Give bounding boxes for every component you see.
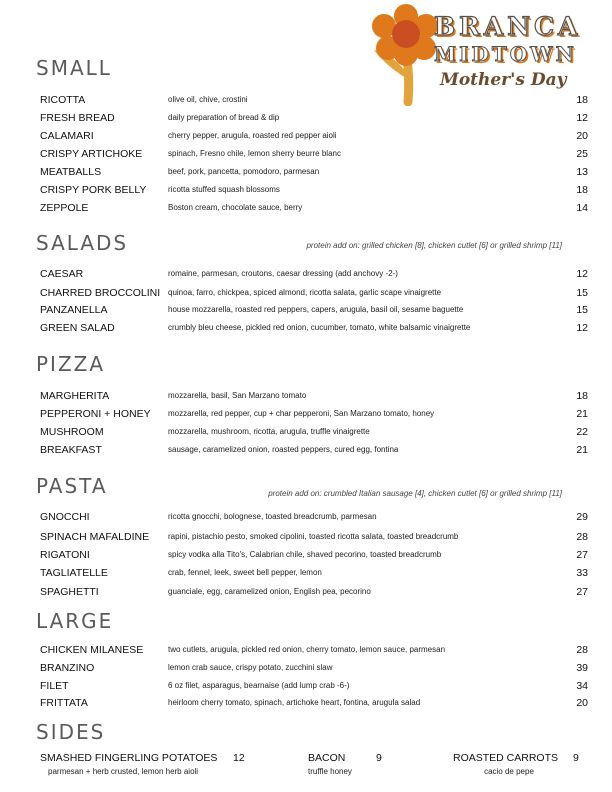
item-desc: mozzarella, basil, San Marzano tomato: [168, 391, 307, 400]
side-price: 12: [233, 752, 245, 764]
item-desc: spicy vodka alla Tito's, Calabrian chile, shaved pecorino, toasted breadcrumb: [168, 550, 442, 559]
pasta-protein-note: protein add on: crumbled Italian sausage [4], chicken cutlet [6] or grilled shrimp [11]: [268, 489, 562, 498]
menu-item: [40, 130, 588, 144]
item-name: RIGATONI: [40, 549, 90, 561]
item-name: FRESH BREAD: [40, 112, 115, 124]
section-title-small: SMALL: [36, 56, 112, 80]
menu-item: [40, 166, 588, 180]
item-desc: heirloom cherry tomato, spinach, artichoke heart, fontina, arugula salad: [168, 698, 421, 707]
item-desc: mozzarella, red pepper, cup + char pepperoni, San Marzano tomato, honey: [168, 409, 435, 418]
item-desc: house mozzarella, roasted red peppers, capers, arugula, basil oil, sesame baguette: [168, 305, 464, 314]
item-price: 20: [576, 697, 588, 709]
item-price: 18: [576, 94, 588, 106]
item-price: 20: [576, 130, 588, 142]
item-name: BREAKFAST: [40, 444, 102, 456]
item-price: 14: [576, 202, 588, 214]
item-desc: mozzarella, mushroom, ricotta, arugula, truffle vinaigrette: [168, 427, 370, 436]
section-title-pizza: PIZZA: [36, 352, 106, 376]
menu-item: [40, 511, 588, 525]
side-name: ROASTED CARROTS: [453, 752, 559, 764]
menu-item: [40, 662, 588, 676]
item-desc: guanciale, egg, caramelized onion, English pea, pecorino: [168, 587, 371, 596]
item-price: 18: [576, 184, 588, 196]
menu-item: [40, 322, 588, 336]
item-name: PANZANELLA: [40, 304, 108, 316]
item-price: 12: [576, 268, 588, 280]
item-desc: 6 oz filet, asparagus, bearnaise (add lump crab -6-): [168, 681, 350, 690]
item-name: SPINACH MAFALDINE: [40, 531, 150, 543]
menu-item: [40, 202, 588, 216]
side-desc: parmesan + herb crusted, lemon herb aioli: [48, 767, 199, 776]
menu-item: [40, 697, 588, 711]
menu-item: [40, 304, 588, 318]
item-name: BRANZINO: [40, 662, 95, 674]
item-price: 18: [576, 390, 588, 402]
side-item: [40, 752, 245, 776]
item-price: 25: [576, 148, 588, 160]
item-desc: ricotta gnocchi, bolognese, toasted breadcrumb, parmesan: [168, 512, 377, 521]
item-desc: two cutlets, arugula, pickled red onion, cherry tomato, lemon sauce, parmesan: [168, 645, 446, 654]
item-name: CALAMARI: [40, 130, 94, 142]
item-price: 15: [576, 287, 588, 299]
item-name: CAESAR: [40, 268, 84, 280]
item-name: ZEPPOLE: [40, 202, 89, 214]
item-desc: beef, pork, pancetta, pomodoro, parmesan: [168, 167, 320, 176]
section-title-pasta: PASTA: [36, 474, 108, 498]
item-name: TAGLIATELLE: [40, 567, 108, 579]
item-name: CRISPY PORK BELLY: [40, 184, 147, 196]
menu-item: [40, 549, 588, 563]
menu-item: [40, 184, 588, 198]
item-price: 21: [576, 408, 588, 420]
menu-item: [40, 680, 588, 694]
item-desc: sausage, caramelized onion, roasted peppers, cured egg, fontina: [168, 445, 399, 454]
item-desc: spinach, Fresno chile, lemon sherry beurre blanc: [168, 149, 341, 158]
item-price: 28: [576, 531, 588, 543]
item-name: CHARRED BROCCOLINI: [40, 287, 161, 299]
item-price: 21: [576, 444, 588, 456]
menu-item: [40, 268, 588, 282]
item-desc: daily preparation of bread & dip: [168, 113, 280, 122]
side-desc: cacio de pepe: [484, 767, 534, 776]
menu-item: [40, 408, 588, 422]
side-item: [300, 752, 382, 776]
item-desc: ricotta stuffed squash blossoms: [168, 185, 280, 194]
item-desc: quinoa, farro, chickpea, spiced almond, ricotta salata, garlic scape vinaigrette: [168, 288, 442, 297]
item-price: 28: [576, 644, 588, 656]
item-desc: rapini, pistachio pesto, smoked cipolini, toasted ricotta salata, toasted breadcrumb: [168, 532, 459, 541]
item-price: 12: [576, 322, 588, 334]
item-price: 27: [576, 586, 588, 598]
menu-item: [40, 567, 588, 581]
item-price: 34: [576, 680, 588, 692]
menu-item: [40, 644, 588, 658]
item-name: MARGHERITA: [40, 390, 110, 402]
item-name: GNOCCHI: [40, 511, 90, 523]
menu-item: [40, 444, 588, 458]
brand-location: MIDTOWN: [434, 42, 577, 66]
item-name: CHICKEN MILANESE: [40, 644, 144, 656]
side-name: SMASHED FINGERLING POTATOES: [40, 752, 218, 764]
item-desc: cherry pepper, arugula, roasted red pepper aioli: [168, 131, 337, 140]
item-desc: Boston cream, chocolate sauce, berry: [168, 203, 303, 212]
menu-item: [40, 586, 588, 600]
item-price: 33: [576, 567, 588, 579]
side-name: BACON: [308, 752, 346, 764]
menu-item: [40, 94, 588, 108]
item-name: SPAGHETTI: [40, 586, 99, 598]
side-desc: truffle honey: [308, 767, 352, 776]
section-title-salads: SALADS: [36, 231, 129, 255]
menu-item: [40, 112, 588, 126]
item-name: RICOTTA: [40, 94, 86, 106]
item-name: MEATBALLS: [40, 166, 102, 178]
brand-name: BRANCA: [434, 12, 582, 41]
item-price: 15: [576, 304, 588, 316]
item-name: FILET: [40, 680, 69, 692]
item-name: CRISPY ARTICHOKE: [40, 148, 143, 160]
brand-occasion: Mother's Day: [440, 70, 567, 90]
item-price: 27: [576, 549, 588, 561]
item-price: 29: [576, 511, 588, 523]
item-desc: crab, fennel, leek, sweet bell pepper, lemon: [168, 568, 322, 577]
menu-item: [40, 390, 588, 404]
item-desc: crumbly bleu cheese, pickled red onion, cucumber, tomato, white balsamic vinaigrette: [168, 323, 471, 332]
menu-item: [40, 531, 588, 545]
side-item: [453, 752, 579, 776]
item-desc: lemon crab sauce, crispy potato, zucchini slaw: [168, 663, 333, 672]
item-name: MUSHROOM: [40, 426, 104, 438]
item-name: GREEN SALAD: [40, 322, 115, 334]
section-title-sides: SIDES: [36, 720, 106, 744]
item-price: 12: [576, 112, 588, 124]
side-price: 9: [376, 752, 382, 764]
item-price: 39: [576, 662, 588, 674]
salads-protein-note: protein add on: grilled chicken [8], chicken cutlet [6] or grilled shrimp [11]: [306, 241, 562, 250]
item-name: FRITTATA: [40, 697, 88, 709]
item-name: PEPPERONI + HONEY: [40, 408, 151, 420]
menu-item: [40, 287, 588, 301]
section-title-large: LARGE: [36, 609, 114, 633]
item-price: 13: [576, 166, 588, 178]
item-desc: romaine, parmesan, croutons, caesar dressing (add anchovy -2-): [168, 269, 398, 278]
menu-item: [40, 426, 588, 440]
item-price: 22: [576, 426, 588, 438]
side-price: 9: [573, 752, 579, 764]
menu-item: [40, 148, 588, 162]
item-desc: olive oil, chive, crostini: [168, 95, 248, 104]
